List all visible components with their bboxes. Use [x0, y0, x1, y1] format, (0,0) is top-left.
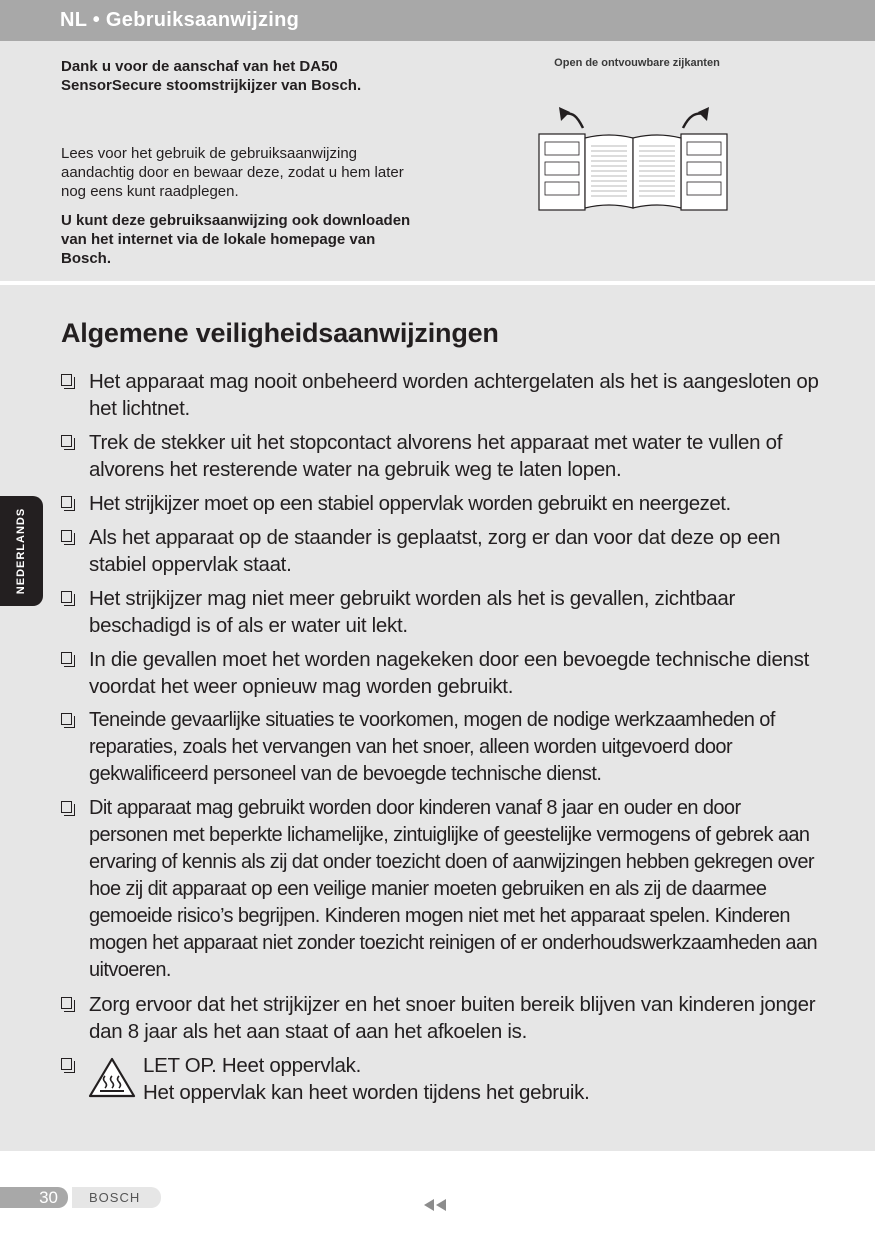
- list-item: [61, 368, 821, 422]
- header-bar: [0, 0, 875, 41]
- page-number: 30: [0, 1187, 68, 1208]
- checkbox-bullet-icon: [61, 496, 72, 508]
- checkbox-bullet-icon: [61, 435, 72, 447]
- warning-text: Het oppervlak kan heet worden tijdens het gebruik.: [143, 1081, 590, 1104]
- intro-download-text: U kunt deze gebruiksaanwijzing ook downloaden van het internet via de lokale homepage van Bosch.: [61, 212, 411, 267]
- hot-surface-warning-icon: [88, 1056, 136, 1098]
- list-item-text: Zorg ervoor dat het strijkijzer en het snoer buiten bereik blijven van kinderen jonger dan 8 jaar als het aan staat of aan het afkoelen is.: [89, 993, 816, 1043]
- list-item-text: Dit apparaat mag gebruikt worden door kinderen vanaf 8 jaar en ouder en door personen met beperkte lichamelijke, zintuiglijke of geestelijke vermogens of gebrek aan ervaring of kennis als zij dat onder toezicht doen of aanwijzingen hebben gekregen over hoe zij dit apparaat op een veilige manier moeten gebruiken en als zij de daarmee gemoeide risico’s begrijpen. Kinderen mogen niet met het apparaat spelen. Kinderen mogen het apparaat niet zonder toezicht reinigen of er onderhoudswerkzaamheden aan uitvoeren.: [89, 797, 817, 981]
- list-item: [61, 524, 821, 578]
- checkbox-bullet-icon: [61, 591, 72, 603]
- checkbox-bullet-icon: [61, 374, 72, 386]
- list-item: [61, 490, 821, 517]
- list-item-text: Trek de stekker uit het stopcontact alvorens het apparaat met water te vullen of alvorens het resterende water na gebruik weg te laten lopen.: [89, 431, 783, 481]
- safety-panel: [0, 285, 875, 1151]
- warning-title: LET OP. Heet oppervlak.: [143, 1054, 361, 1077]
- intro-thanks-text: Dank u voor de aanschaf van het DA50 SensorSecure stoomstrijkijzer van Bosch.: [61, 58, 362, 94]
- safety-list: [61, 368, 821, 1113]
- header-title: NL • Gebruiksaanwijzing: [60, 9, 300, 31]
- checkbox-bullet-icon: [61, 652, 72, 664]
- list-item-text: Het strijkijzer mag niet meer gebruikt worden als het is gevallen, zichtbaar beschadigd is of als er water uit lekt.: [89, 587, 736, 637]
- list-item-warning: [61, 1052, 821, 1106]
- list-item-text: Het apparaat mag nooit onbeheerd worden achtergelaten als het is aangesloten op het lichtnet.: [89, 370, 819, 420]
- fold-caption: Open de ontvouwbare zijkanten: [554, 57, 720, 69]
- intro-panel: [0, 41, 875, 281]
- list-item: [61, 795, 821, 984]
- foldout-pages-icon: [537, 76, 737, 216]
- list-item-text: Als het apparaat op de staander is geplaatst, zorg er dan voor dat deze op een stabiel oppervlak staat.: [89, 526, 781, 576]
- checkbox-bullet-icon: [61, 713, 72, 725]
- list-item: [61, 585, 821, 639]
- list-item-text: In die gevallen moet het worden nagekeken door een bevoegde technische dienst voordat het weer opnieuw mag worden gebruikt.: [89, 648, 809, 698]
- list-item: [61, 429, 821, 483]
- checkbox-bullet-icon: [61, 530, 72, 542]
- checkbox-bullet-icon: [61, 1058, 72, 1070]
- intro-read-text: Lees voor het gebruik de gebruiksaanwijzing aandachtig door en bewaar deze, zodat u hem later nog eens kunt raadplegen.: [61, 145, 404, 200]
- list-item-text: Teneinde gevaarlijke situaties te voorkomen, mogen de nodige werkzaamheden of reparaties, zoals het vervangen van het snoer, alleen worden uitgevoerd door gekwalificeerd personeel van de bevoegde technische dienst.: [89, 709, 775, 785]
- language-side-tab-label: NEDERLANDS: [15, 507, 27, 595]
- list-item: [61, 707, 821, 788]
- checkbox-bullet-icon: [61, 997, 72, 1009]
- section-title: Algemene veiligheidsaanwijzingen: [61, 318, 499, 348]
- checkbox-bullet-icon: [61, 801, 72, 813]
- list-item-text: Het strijkijzer moet op een stabiel oppervlak worden gebruikt en neergezet.: [89, 492, 731, 515]
- previous-page-icon[interactable]: [424, 1199, 448, 1211]
- list-item: [61, 646, 821, 700]
- list-item: [61, 991, 821, 1045]
- language-side-tab: [0, 496, 43, 606]
- brand-label: BOSCH: [72, 1187, 161, 1208]
